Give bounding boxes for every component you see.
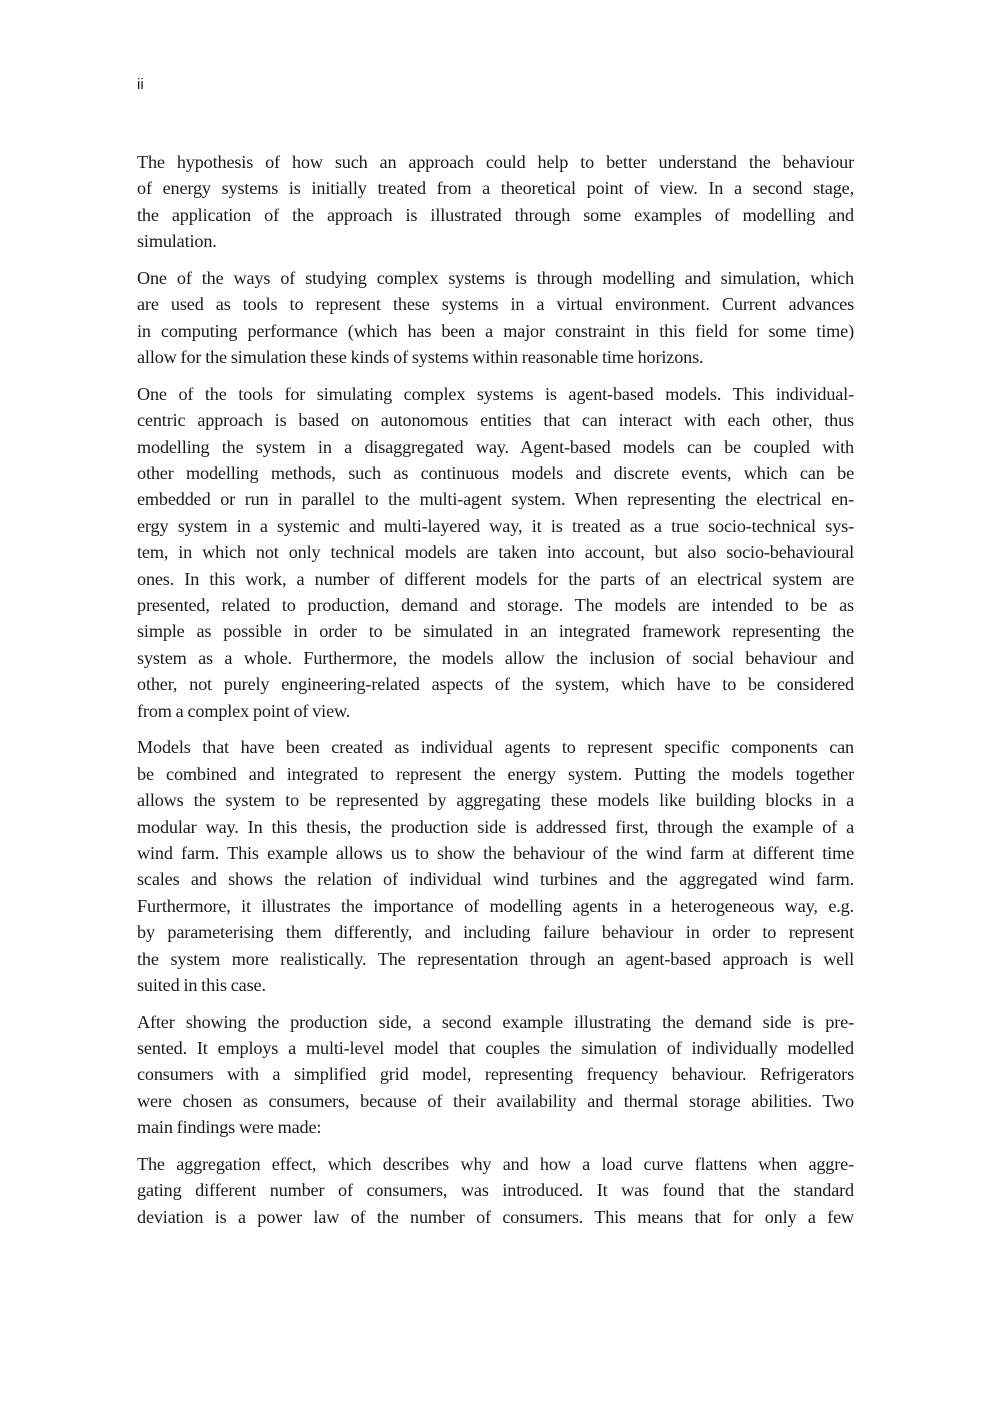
text-line: modular way. In this thesis, the production side is addressed first, through the example of a [137, 816, 854, 837]
paragraph-demand-side [137, 1009, 854, 1141]
text-line: Models that have been created as individual agents to represent specific components can [137, 737, 854, 758]
paragraph-hypothesis [137, 149, 854, 255]
text-line: are used as tools to represent these systems in a virtual environment. Current advances [137, 294, 854, 315]
text-line: in computing performance (which has been a major constraint in this field for some time) [137, 320, 854, 341]
text-line: be combined and integrated to represent the energy system. Putting the models together [137, 763, 854, 784]
text-line: presented, related to production, demand and storage. The models are intended to be as [137, 595, 854, 616]
text-line: gating different number of consumers, was introduced. It was found that the standard [137, 1180, 854, 1201]
text-line: The aggregation effect, which describes why and how a load curve flattens when aggre- [137, 1154, 854, 1175]
text-line: embedded or run in parallel to the multi-agent system. When representing the electrical en- [137, 489, 854, 510]
text-line: the system more realistically. The representation through an agent-based approach is well [137, 948, 854, 969]
paragraph-aggregation-effect [137, 1151, 854, 1230]
text-line: were chosen as consumers, because of their availability and thermal storage abilities. Two [137, 1090, 854, 1111]
text-line: allows the system to be represented by aggregating these models like building blocks in a [137, 790, 854, 811]
text-line: by parameterising them differently, and including failure behaviour in order to represent [137, 922, 854, 943]
text-line: wind farm. This example allows us to show the behaviour of the wind farm at different time [137, 842, 854, 863]
text-line: One of the tools for simulating complex systems is agent-based models. This individual- [137, 383, 854, 404]
text-line: sented. It employs a multi-level model that couples the simulation of individually modelled [137, 1038, 854, 1059]
text-line: scales and shows the relation of individual wind turbines and the aggregated wind farm. [137, 869, 854, 890]
text-line: of energy systems is initially treated from a theoretical point of view. In a second stage, [137, 178, 854, 199]
text-line: simple as possible in order to be simulated in an integrated framework representing the [137, 621, 854, 642]
text-line: consumers with a simplified grid model, representing frequency behaviour. Refrigerators [137, 1064, 854, 1085]
text-line: allow for the simulation these kinds of systems within reasonable time horizons. [137, 347, 704, 368]
text-line: main findings were made: [137, 1117, 322, 1138]
text-line: other, not purely engineering-related aspects of the system, which have to be considered [137, 674, 854, 695]
paragraph-building-blocks [137, 734, 854, 998]
body-text [137, 149, 854, 1241]
text-line: ergy system in a systemic and multi-layered way, it is treated as a true socio-technical sys- [137, 515, 854, 536]
text-line: other modelling methods, such as continuous models and discrete events, which can be [137, 463, 854, 484]
text-line: Furthermore, it illustrates the importance of modelling agents in a heterogeneous way, e.g. [137, 895, 854, 916]
text-line: After showing the production side, a second example illustrating the demand side is pre- [137, 1011, 854, 1032]
paragraph-agent-based-models [137, 381, 854, 724]
paragraph-modelling-simulation [137, 265, 854, 371]
text-line: ones. In this work, a number of different models for the parts of an electrical system are [137, 568, 854, 589]
text-line: One of the ways of studying complex systems is through modelling and simulation, which [137, 267, 854, 288]
text-line: the application of the approach is illustrated through some examples of modelling and [137, 204, 854, 225]
text-line: deviation is a power law of the number of consumers. This means that for only a few [137, 1206, 854, 1227]
text-line: The hypothesis of how such an approach could help to better understand the behaviour [137, 152, 854, 172]
text-line: system as a whole. Furthermore, the models allow the inclusion of social behaviour and [137, 647, 854, 668]
text-line: from a complex point of view. [137, 700, 351, 721]
text-line: simulation. [137, 231, 217, 252]
text-line: tem, in which not only technical models are taken into account, but also socio-behavioural [137, 542, 854, 563]
text-line: suited in this case. [137, 974, 266, 995]
text-line: modelling the system in a disaggregated way. Agent-based models can be coupled with [137, 436, 854, 457]
page-number: ii [137, 76, 144, 93]
text-line: centric approach is based on autonomous entities that can interact with each other, thus [137, 410, 854, 431]
